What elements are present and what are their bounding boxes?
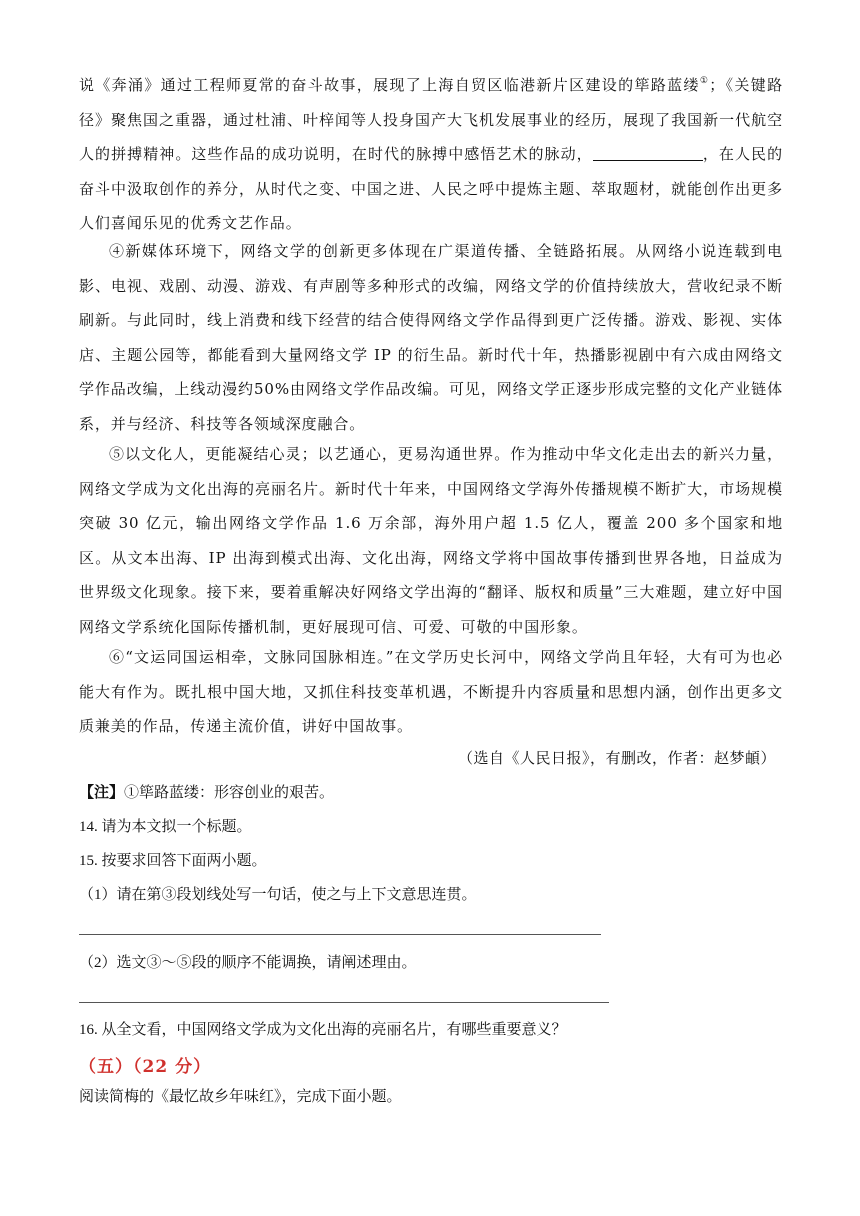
question-15-part-2: （2）选文③～⑤段的顺序不能调换，请阐述理由。 [79, 955, 417, 971]
question-14: 14. 请为本文拟一个标题。 [79, 819, 252, 835]
paragraph-4: ④新媒体环境下，网络文学的创新更多体现在广渠道传播、全链路拓展。从网络小说连载到电影、电视、戏剧、动漫、游戏、有声剧等多种形式的改编，网络文学的价值持续放大，营收纪录不断刷新。与此同时，线上消费和线下经营的结合使得网络文学作品得到更广泛传播。游戏、影视、实体店、主题公园等，都能看到大量网络文学 IP 的衍生品。新时代十年，热播影视剧中有六成由网络文学作品改编，上线动漫约50%由网络文学作品改编。可见，网络文学正逐步形成完整的文化产业链体系，并与经济、科技等各领域深度融合。 [79, 242, 783, 433]
answer-line-2[interactable] [79, 1002, 609, 1003]
paragraph-6: ⑥“文运同国运相牵，文脉同国脉相连。”在文学历史长河中，网络文学尚且年轻，大有可为也必能大有作为。既扎根中国大地，又抓住科技变革机遇，不断提升内容质量和思想内涵，创作出更多文质兼美的作品，传递主流价值，讲好中国故事。 [79, 648, 783, 736]
paragraph-3 [79, 64, 783, 241]
footnote [79, 780, 334, 806]
footnote-text: ①筚路蓝缕：形容创业的艰苦。 [124, 785, 335, 801]
source-citation: （选自《人民日报》，有删改，作者：赵梦頔） [457, 749, 776, 767]
reading-instruction: 阅读简梅的《最忆故乡年味红》，完成下面小题。 [79, 1089, 402, 1105]
footnote-marker: ① [699, 76, 710, 86]
paragraph-3-part-b: ；《关键路径》聚焦国之重器，通过杜浦、叶梓闻等人投身国产大飞机发展事业的经历，展现了我国新一代航空人的拼搏精神。这些作品的成功说明，在时代的脉搏中感悟艺术的脉动， [79, 76, 783, 164]
paragraph-3-part-a: 说《奔涌》通过工程师夏常的奋斗故事，展现了上海自贸区临港新片区建设的筚路蓝缕 [79, 76, 700, 94]
section-heading: （五）（22 分） [79, 1057, 212, 1077]
fill-in-blank[interactable] [593, 142, 703, 161]
question-15: 15. 按要求回答下面两小题。 [79, 853, 267, 869]
answer-line-1[interactable] [79, 934, 601, 935]
question-16: 16. 从全文看，中国网络文学成为文化出海的亮丽名片，有哪些重要意义？ [79, 1022, 567, 1038]
paragraph-5: ⑤以文化人，更能凝结心灵；以艺通心，更易沟通世界。作为推动中华文化走出去的新兴力量，网络文学成为文化出海的亮丽名片。新时代十年来，中国网络文学海外传播规模不断扩大，市场规模突破 30 亿元，输出网络文学作品 1.6 万余部，海外用户超 1.5 亿人，覆盖 200 多个国家和地区。从文本出海、IP 出海到模式出海、文化出海，网络文学将中国故事传播到世界各地，日益成为世界级文化现象。接下来，要着重解决好网络文学出海的“翻译、版权和质量”三大难题，建立好中国网络文学系统化国际传播机制，更好展现可信、可爱、可敬的中国形象。 [79, 445, 783, 636]
question-15-part-1: （1）请在第③段划线处写一句话，使之与上下文意思连贯。 [79, 887, 477, 903]
footnote-label: 【注】 [79, 785, 125, 801]
paragraph-3-part-c: ，在人民的奋斗中汲取创作的养分，从时代之变、中国之进、人民之呼中提炼主题、萃取题材，就能创作出更多人们喜闻乐见的优秀文艺作品。 [79, 145, 783, 233]
